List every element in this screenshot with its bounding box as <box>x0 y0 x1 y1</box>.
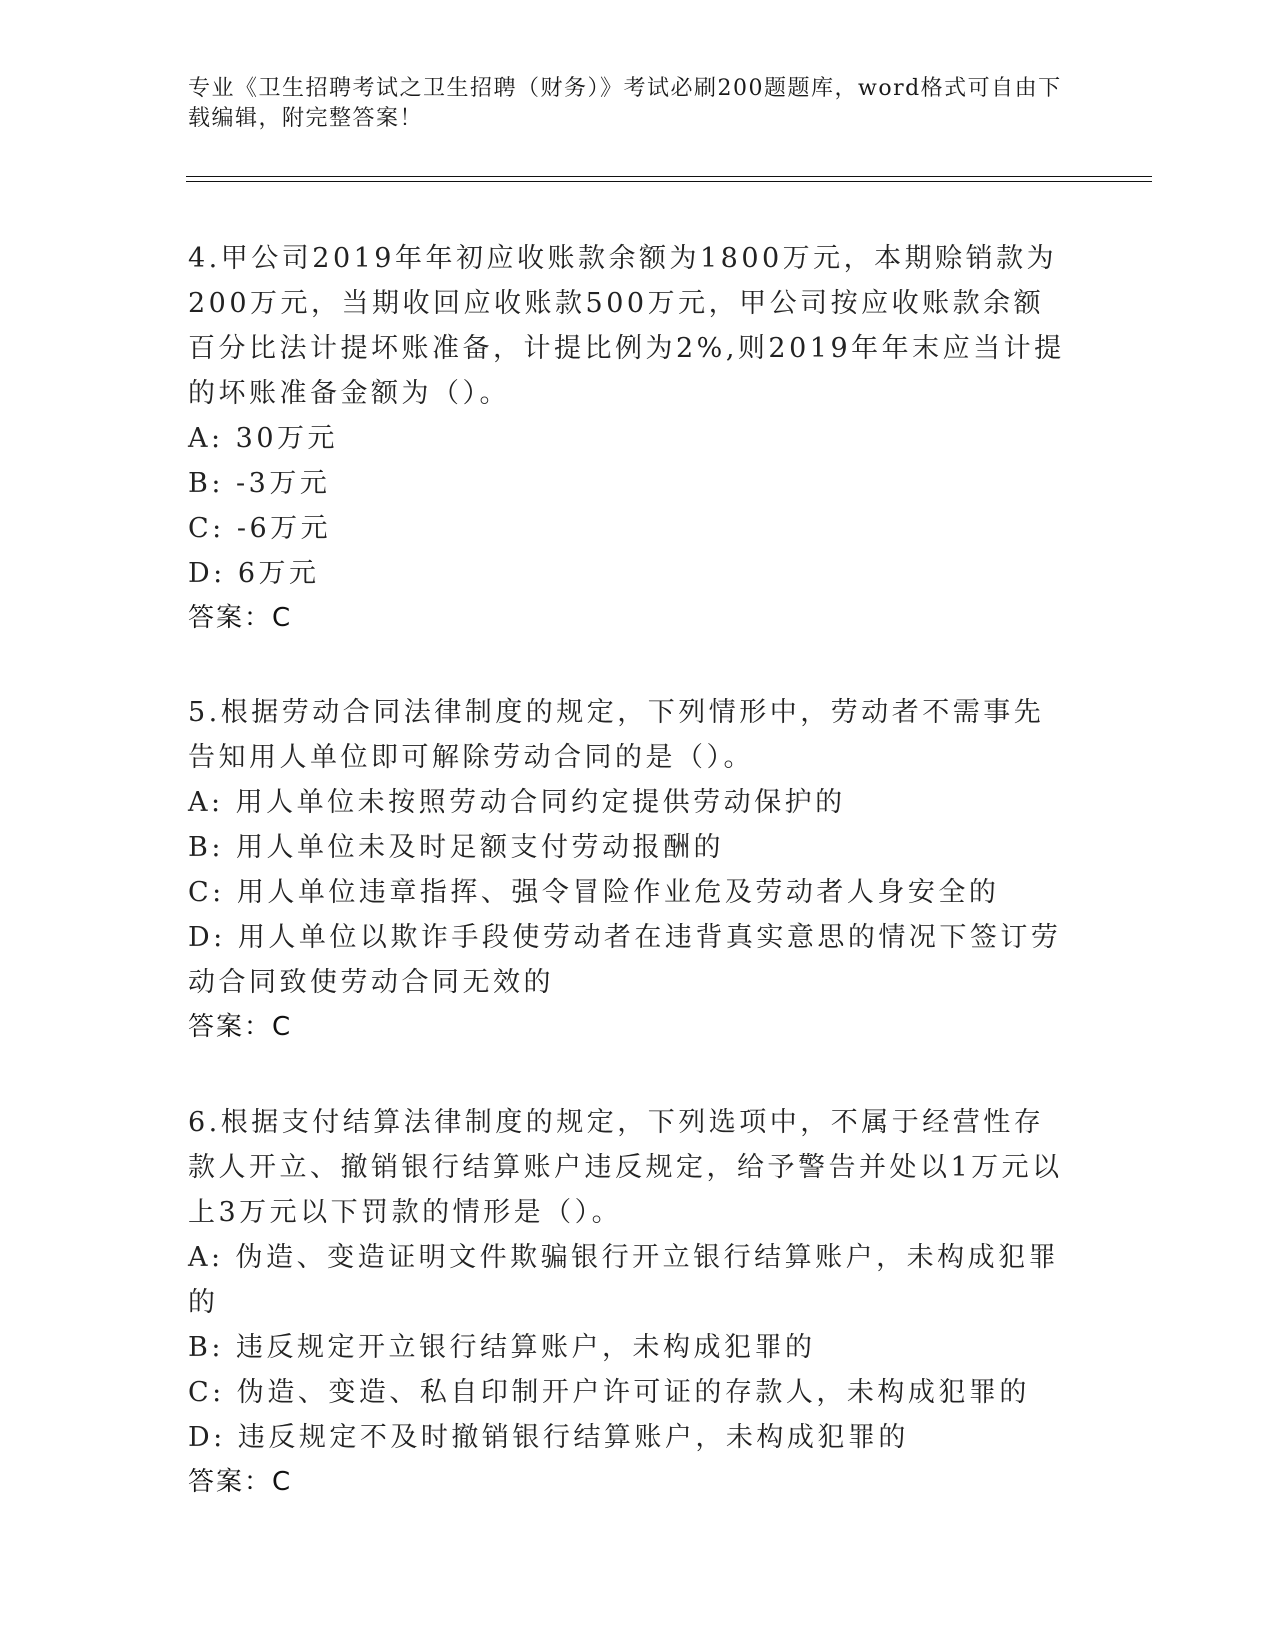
question-stem: 5.根据劳动合同法律制度的规定，下列情形中，劳动者不需事先告知用人单位即可解除劳动合同的是（）。 <box>188 697 1045 773</box>
option-c: C: 伪造、变造、私自印制开户许可证的存款人，未构成犯罪的 <box>188 1377 1030 1408</box>
option-d: D: 用人单位以欺诈手段使劳动者在违背真实意思的情况下签订劳动合同致使劳动合同无效的 <box>188 922 1062 998</box>
option-c: C: -6万元 <box>188 513 332 544</box>
option-a: A: 伪造、变造证明文件欺骗银行开立银行结算账户，未构成犯罪的 <box>188 1242 1060 1318</box>
option-d: D: 6万元 <box>188 558 320 589</box>
question-stem: 4.甲公司2019年年初应收账款余额为1800万元，本期赊销款为200万元，当期收回应收账款500万元，甲公司按应收账款余额百分比法计提坏账准备，计提比例为2%,则2019年年末应当计提的坏账准备金额为（）。 <box>188 243 1065 409</box>
answer: 答案：C <box>188 603 293 633</box>
option-d: D: 违反规定不及时撤销银行结算账户，未构成犯罪的 <box>188 1422 909 1453</box>
option-b: B: -3万元 <box>188 468 331 499</box>
option-b: B: 用人单位未及时足额支付劳动报酬的 <box>188 832 725 863</box>
answer: 答案：C <box>188 1012 293 1042</box>
answer: 答案：C <box>188 1467 293 1497</box>
option-b: B: 违反规定开立银行结算账户，未构成犯罪的 <box>188 1332 816 1363</box>
question-5 <box>188 690 1068 1050</box>
document-header: 专业《卫生招聘考试之卫生招聘（财务）》考试必刷200题题库，word格式可自由下载编辑，附完整答案！ <box>188 76 1062 131</box>
question-4 <box>188 236 1068 641</box>
option-a: A: 用人单位未按照劳动合同约定提供劳动保护的 <box>188 787 846 818</box>
header-divider-bottom <box>186 181 1152 182</box>
option-c: C: 用人单位违章指挥、强令冒险作业危及劳动者人身安全的 <box>188 877 1000 908</box>
header-divider-top <box>186 176 1152 177</box>
option-a: A: 30万元 <box>188 423 339 454</box>
question-6 <box>188 1100 1068 1505</box>
question-stem: 6.根据支付结算法律制度的规定，下列选项中，不属于经营性存款人开立、撤销银行结算账户违反规定，给予警告并处以1万元以上3万元以下罚款的情形是（）。 <box>188 1107 1063 1228</box>
